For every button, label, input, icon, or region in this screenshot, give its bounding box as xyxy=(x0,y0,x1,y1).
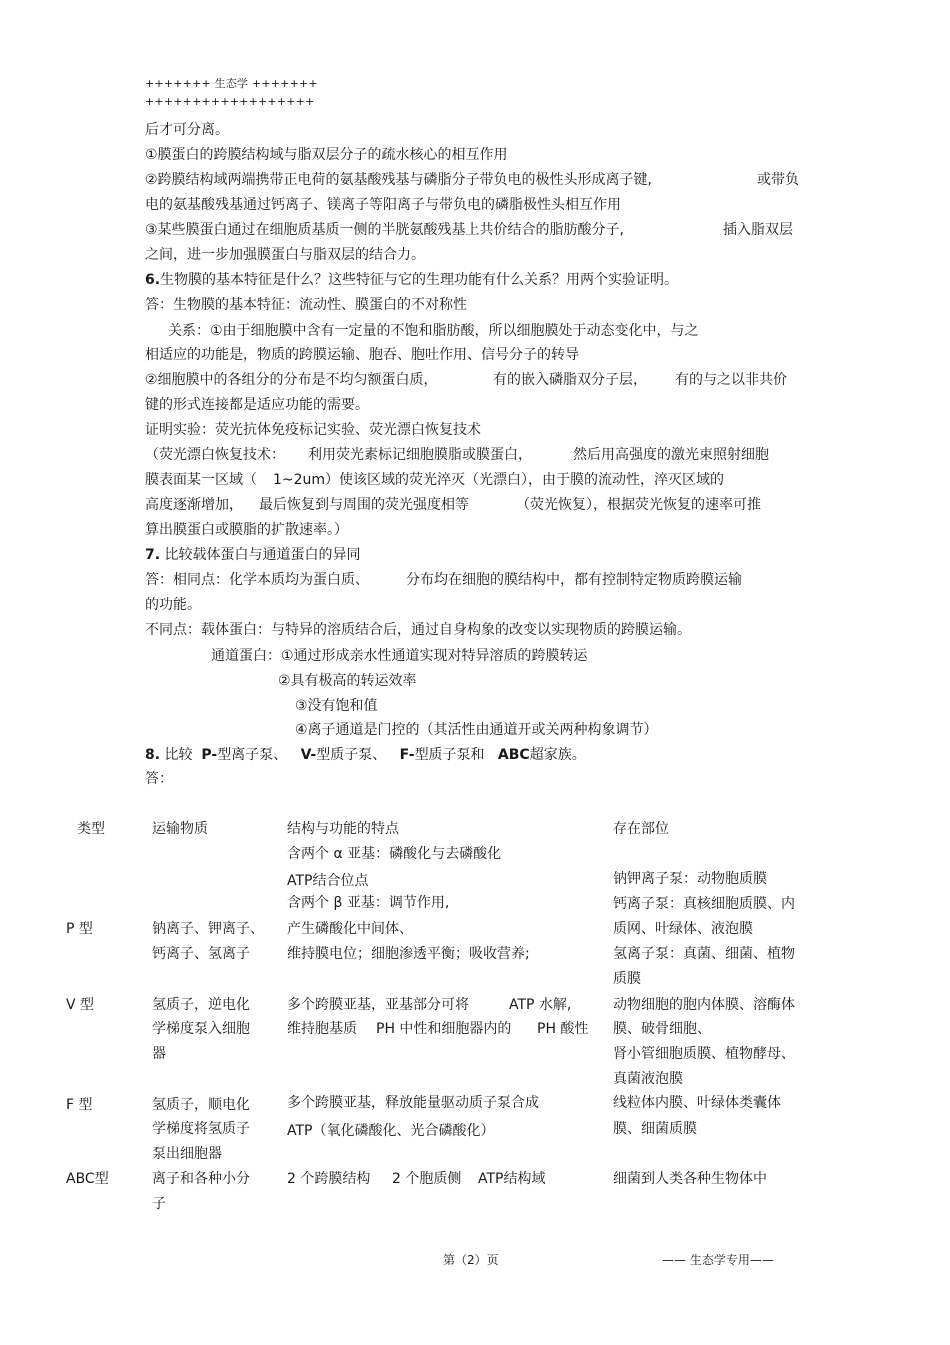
table-cell: 膜、破骨细胞、 xyxy=(613,1021,711,1037)
table-cell: 氢质子，顺电化 xyxy=(152,1097,250,1113)
page-number: 第（2）页 xyxy=(443,1253,499,1267)
text-line: 插入脂双层 xyxy=(723,222,793,238)
table-row-type: P 型 xyxy=(66,921,93,937)
question-number: 7. xyxy=(145,547,161,563)
text-line: 分布均在细胞的膜结构中，都有控制特定物质跨膜运输 xyxy=(406,572,742,588)
question-term: F- xyxy=(399,747,415,763)
text-line: ②细胞膜中的各组分的分布是不均匀额蛋白质， xyxy=(145,372,438,388)
table-row-type: ABC型 xyxy=(66,1171,109,1187)
table-cell: 子 xyxy=(152,1196,166,1212)
table-cell: 含两个 β 亚基：调节作用, xyxy=(287,895,450,911)
table-cell: 含两个 α 亚基：磷酸化与去磷酸化 xyxy=(287,846,502,862)
question-text: 型质子泵和 xyxy=(414,747,485,763)
text-line: 答：相同点：化学本质均为蛋白质、 xyxy=(145,572,369,588)
table-cell: 动物细胞的胞内体膜、溶酶体 xyxy=(613,997,795,1013)
table-cell: 质膜 xyxy=(613,971,641,987)
text-line: 算出膜蛋白或膜脂的扩散速率。） xyxy=(145,522,348,538)
text-line: 利用荧光素标记细胞膜脂或膜蛋白， xyxy=(308,447,532,463)
table-cell: 钙离子、氢离子 xyxy=(152,946,250,962)
table-cell: 钠离子、钾离子、 xyxy=(152,921,264,937)
text-line: 的功能。 xyxy=(145,597,201,613)
footer-tag: —— 生态学专用—— xyxy=(662,1253,774,1267)
text-line: （荧光恢复），根据荧光恢复的速率可推 xyxy=(516,497,761,513)
table-cell: 学梯度泵入细胞 xyxy=(152,1021,250,1037)
text-line: ③某些膜蛋白通过在细胞质基质一侧的半胱氨酸残基上共价结合的脂肪酸分子, xyxy=(145,222,624,238)
table-cell: 细菌到人类各种生物体中 xyxy=(613,1171,767,1187)
table-cell: 线粒体内膜、叶绿体类囊体 xyxy=(613,1095,781,1111)
table-cell: 氢离子泵：真菌、细菌、植物 xyxy=(613,946,795,962)
table-cell: ATP 水解, xyxy=(509,997,572,1013)
table-cell: 维持膜电位；细胞渗透平衡；吸收营养; xyxy=(287,946,530,962)
text-line: 不同点：载体蛋白：与特异的溶质结合后，通过自身构象的改变以实现物质的跨膜运输。 xyxy=(145,622,691,638)
table-cell: 膜、细菌质膜 xyxy=(613,1121,697,1137)
question-number: 6. xyxy=(145,272,161,288)
text-line: 之间，进一步加强膜蛋白与脂双层的结合力。 xyxy=(145,247,425,263)
question-text: 型质子泵、 xyxy=(316,747,387,763)
text-line: 最后恢复到与周围的荧光强度相等 xyxy=(259,497,469,513)
question-term: ABC xyxy=(497,747,530,763)
table-cell: 质网、叶绿体、液泡膜 xyxy=(613,921,753,937)
text-line: 或带负 xyxy=(757,172,799,188)
text-line: 答：生物膜的基本特征：流动性、膜蛋白的不对称性 xyxy=(145,297,467,313)
table-header-features: 结构与功能的特点 xyxy=(287,821,399,837)
question-text: 超家族。 xyxy=(529,747,586,763)
text-line: （荧光漂白恢复技术： xyxy=(145,447,285,463)
text-line: 有的与之以非共价 xyxy=(675,372,787,388)
text-line: ①膜蛋白的跨膜结构域与脂双层分子的疏水核心的相互作用 xyxy=(145,147,508,163)
table-cell: 钠钾离子泵：动物胞质膜 xyxy=(613,871,767,887)
header-line-2: ++++++++++++++++++ xyxy=(145,95,315,108)
table-row-type: V 型 xyxy=(66,997,95,1013)
table-cell: 维持胞基质 xyxy=(287,1021,357,1037)
table-header-location: 存在部位 xyxy=(613,821,669,837)
table-cell: 2 个跨膜结构 xyxy=(287,1171,371,1187)
table-cell: 真菌液泡膜 xyxy=(613,1071,683,1087)
question-number: 8. xyxy=(145,747,161,763)
text-line: 键的形式连接都是适应功能的需要。 xyxy=(145,397,369,413)
text-line: 后才可分离。 xyxy=(145,122,229,138)
table-cell: 肾小管细胞质膜、植物酵母、 xyxy=(613,1046,795,1062)
table-header-substance: 运输物质 xyxy=(152,821,208,837)
text-line: 高度逐渐增加， xyxy=(145,497,243,513)
table-row-type: F 型 xyxy=(66,1097,93,1113)
text-line: 电的氨基酸残基通过钙离子、镁离子等阳离子与带负电的磷脂极性头相互作用 xyxy=(145,197,621,213)
question-7 xyxy=(145,546,361,564)
text-line: 答： xyxy=(145,771,173,787)
text-line: 关系：①由于细胞膜中含有一定量的不饱和脂肪酸，所以细胞膜处于动态变化中，与之 xyxy=(168,323,699,339)
text-line: 膜表面某一区域（ xyxy=(145,472,257,488)
table-cell: PH 酸性 xyxy=(537,1021,589,1037)
question-text: 型离子泵、 xyxy=(217,747,288,763)
table-cell: 钙离子泵：真核细胞质膜、内 xyxy=(613,896,795,912)
question-term: P- xyxy=(201,747,218,763)
text-line: 相适应的功能是，物质的跨膜运输、胞吞、胞吐作用、信号分子的转导 xyxy=(145,347,579,363)
text-line: 有的嵌入磷脂双分子层， xyxy=(493,372,647,388)
header-line-1: +++++++ 生态学 +++++++ xyxy=(145,77,318,90)
table-cell: 泵出细胞器 xyxy=(152,1146,222,1162)
question-text: 生物膜的基本特征是什么？这些特征与它的生理功能有什么关系？用两个实验证明。 xyxy=(160,272,679,288)
table-cell: ATP（氧化磷酸化、光合磷酸化） xyxy=(287,1123,495,1139)
text-line: 证明实验：荧光抗体免疫标记实验、荧光漂白恢复技术 xyxy=(145,422,481,438)
table-cell: PH 中性和细胞器内的 xyxy=(376,1021,512,1037)
table-cell: 多个跨膜亚基，亚基部分可将 xyxy=(287,997,469,1013)
table-cell: 学梯度将氢质子 xyxy=(152,1121,250,1137)
question-8 xyxy=(145,746,586,764)
text-line: ③没有饱和值 xyxy=(295,698,378,714)
text-line: ②跨膜结构域两端携带正电荷的氨基酸残基与磷脂分子带负电的极性头形成离子键, xyxy=(145,172,652,188)
text-line: ②具有极高的转运效率 xyxy=(278,673,417,689)
table-header-type: 类型 xyxy=(77,821,105,837)
question-text: 比较载体蛋白与通道蛋白的异同 xyxy=(164,547,361,563)
table-cell: 离子和各种小分 xyxy=(152,1171,250,1187)
table-cell: 氢质子，逆电化 xyxy=(152,997,250,1013)
text-line: 1~2um）使该区域的荧光淬灭（光漂白），由于膜的流动性，淬灭区域的 xyxy=(273,472,725,488)
table-cell: 多个跨膜亚基，释放能量驱动质子泵合成 xyxy=(287,1095,539,1111)
table-cell: 器 xyxy=(152,1046,166,1062)
question-term: V- xyxy=(300,747,317,763)
table-cell: 产生磷酸化中间体、 xyxy=(287,921,413,937)
text-line: 通道蛋白：①通过形成亲水性通道实现对特异溶质的跨膜转运 xyxy=(211,648,588,664)
question-6 xyxy=(145,271,678,289)
question-text: 比较 xyxy=(164,747,193,763)
table-cell: 2 个胞质侧 xyxy=(392,1171,462,1187)
text-line: 然后用高强度的激光束照射细胞 xyxy=(573,447,769,463)
table-cell: ATP结构域 xyxy=(478,1171,546,1187)
text-line: ④离子通道是门控的（其活性由通道开或关两种构象调节） xyxy=(295,722,658,738)
table-cell: ATP结合位点 xyxy=(287,873,369,889)
